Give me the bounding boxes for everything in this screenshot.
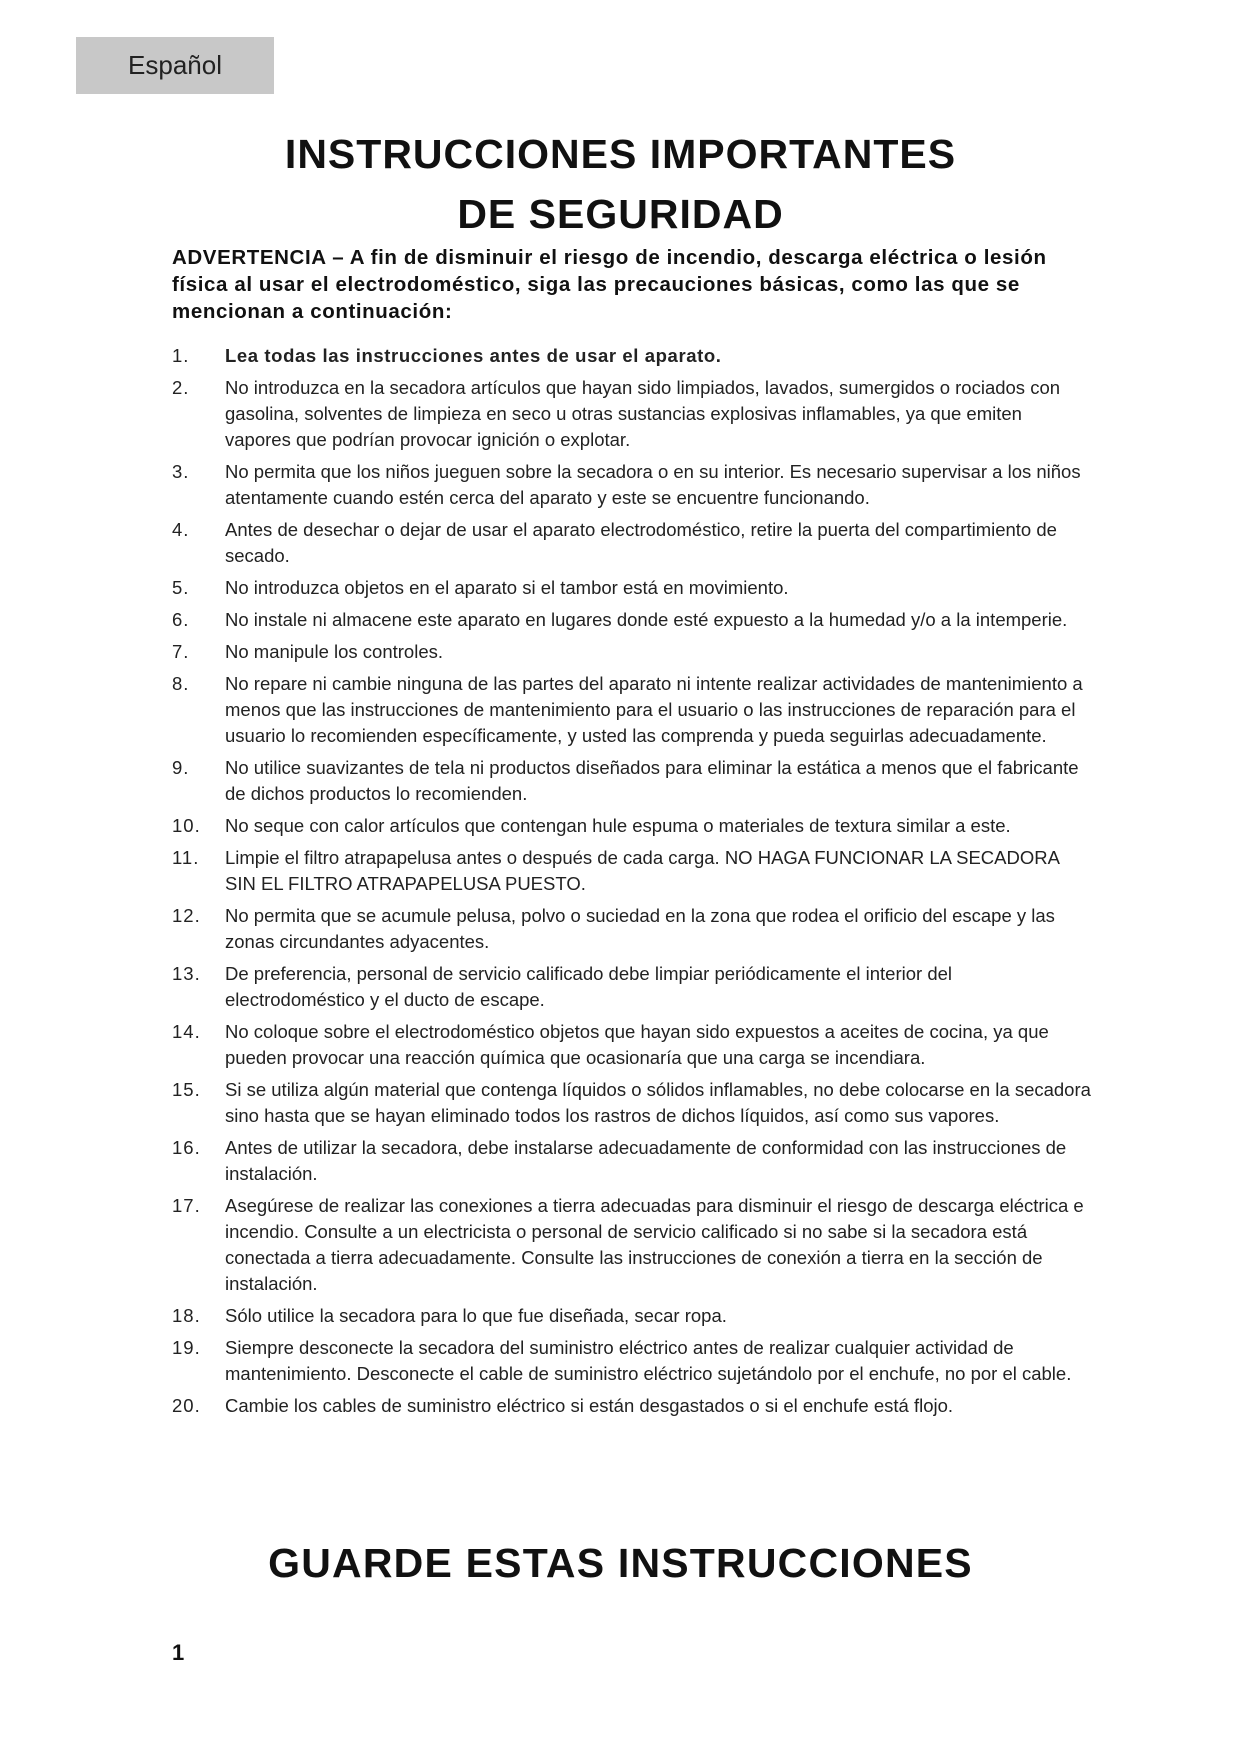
list-item [172,517,1092,569]
item-number: 3. [172,461,190,482]
list-item [172,755,1092,807]
item-number: 18. [172,1305,201,1326]
item-number: 12. [172,905,201,926]
list-item [172,375,1092,453]
footer-title: GUARDE ESTAS INSTRUCCIONES [268,1540,973,1586]
page-number: 1 [172,1640,185,1665]
item-text: De preferencia, personal de servicio calificado debe limpiar periódicamente el interior del electrodoméstico y el ducto de escape. [225,963,953,1010]
item-text: Antes de desechar o dejar de usar el aparato electrodoméstico, retire la puerta del compartimiento de secado. [225,519,1057,566]
item-text: No permita que los niños jueguen sobre la secadora o en su interior. Es necesario supervisar a los niños atentamente cuando estén cerca del aparato y este se encuentre funcionando. [225,461,1081,508]
item-text: No coloque sobre el electrodoméstico objetos que hayan sido expuestos a aceites de cocina, ya que pueden provocar una reacción química que ocasionaría que una carga se incendiara. [225,1021,1049,1068]
page-title [0,124,1241,244]
item-text: No instale ni almacene este aparato en lugares donde esté expuesto a la humedad y/o a la intemperie. [225,609,1068,630]
item-text: Si se utiliza algún material que contenga líquidos o sólidos inflamables, no debe colocarse en la secadora sino hasta que se hayan eliminado todos los rastros de dichos líquidos, así como sus vapores. [225,1079,1091,1126]
list-item [172,607,1092,633]
item-text: Asegúrese de realizar las conexiones a tierra adecuadas para disminuir el riesgo de descarga eléctrica e incendio. Consulte a un electricista o personal de servicio calificado si no sabe si la secadora está conectada a tierra adecuadamente. Consulte las instrucciones de conexión a tierra en la sección de instalación. [225,1195,1084,1294]
item-text: No permita que se acumule pelusa, polvo o suciedad en la zona que rodea el orificio del escape y las zonas circundantes adyacentes. [225,905,1055,952]
item-number: 10. [172,815,201,836]
list-item [172,903,1092,955]
list-item [172,459,1092,511]
item-number: 14. [172,1021,201,1042]
list-item [172,671,1092,749]
language-tab: Español [76,37,274,94]
item-number: 7. [172,641,190,662]
list-item [172,845,1092,897]
item-text: Limpie el filtro atrapapelusa antes o después de cada carga. NO HAGA FUNCIONAR LA SECADORA SIN EL FILTRO ATRAPAPELUSA PUESTO. [225,847,1059,894]
list-item [172,961,1092,1013]
item-text: Antes de utilizar la secadora, debe instalarse adecuadamente de conformidad con las instrucciones de instalación. [225,1137,1067,1184]
list-item [172,1335,1092,1387]
list-item [172,1077,1092,1129]
item-number: 15. [172,1079,201,1100]
item-text: No introduzca en la secadora artículos que hayan sido limpiados, lavados, sumergidos o rociados con gasolina, solventes de limpieza en seco u otras sustancias explosivas inflamables, ya que emiten vapores que podrían provocar ignición o explotar. [225,377,1061,450]
list-item [172,1019,1092,1071]
item-number: 9. [172,757,190,778]
item-number: 4. [172,519,190,540]
item-number: 16. [172,1137,201,1158]
list-item [172,813,1092,839]
item-number: 11. [172,847,200,868]
item-number: 13. [172,963,201,984]
item-number: 6. [172,609,190,630]
item-text: No utilice suavizantes de tela ni productos diseñados para eliminar la estática a menos que el fabricante de dichos productos lo recomienden. [225,757,1079,804]
item-number: 19. [172,1337,201,1358]
item-text: Sólo utilice la secadora para lo que fue diseñada, secar ropa. [225,1305,727,1326]
list-item [172,575,1092,601]
list-item [172,1393,1092,1419]
list-item [172,1303,1092,1329]
item-text: Siempre desconecte la secadora del suministro eléctrico antes de realizar cualquier actividad de mantenimiento. Desconecte el cable de suministro eléctrico sujetándolo por el enchufe, no por el cable. [225,1337,1072,1384]
item-number: 2. [172,377,190,398]
item-text: No manipule los controles. [225,641,443,662]
item-number: 8. [172,673,190,694]
item-text: No seque con calor artículos que contengan hule espuma o materiales de textura similar a este. [225,815,1011,836]
safety-instructions-list [172,343,1092,1425]
item-text: No introduzca objetos en el aparato si el tambor está en movimiento. [225,577,789,598]
warning-paragraph: ADVERTENCIA – A fin de disminuir el riesgo de incendio, descarga eléctrica o lesión física al usar el electrodoméstico, siga las precauciones básicas, como las que se mencionan a continuación: [172,246,1047,323]
list-item [172,1193,1092,1297]
list-item [172,639,1092,665]
item-text: No repare ni cambie ninguna de las partes del aparato ni intente realizar actividades de mantenimiento a menos que las instrucciones de mantenimiento para el usuario o las instrucciones de reparación para el usuario lo recomienden específicamente, y usted las comprenda y pueda seguirlas adecuadamente. [225,673,1083,746]
item-number: 5. [172,577,190,598]
title-line-2: DE SEGURIDAD [457,191,784,237]
item-text: Lea todas las instrucciones antes de usar el aparato. [225,345,722,366]
item-number: 1. [172,345,190,366]
title-line-1: INSTRUCCIONES IMPORTANTES [284,131,957,177]
item-number: 20. [172,1395,201,1416]
item-text: Cambie los cables de suministro eléctrico si están desgastados o si el enchufe está flojo. [225,1395,954,1416]
item-number: 17. [172,1195,201,1216]
list-item [172,343,1092,369]
list-item [172,1135,1092,1187]
